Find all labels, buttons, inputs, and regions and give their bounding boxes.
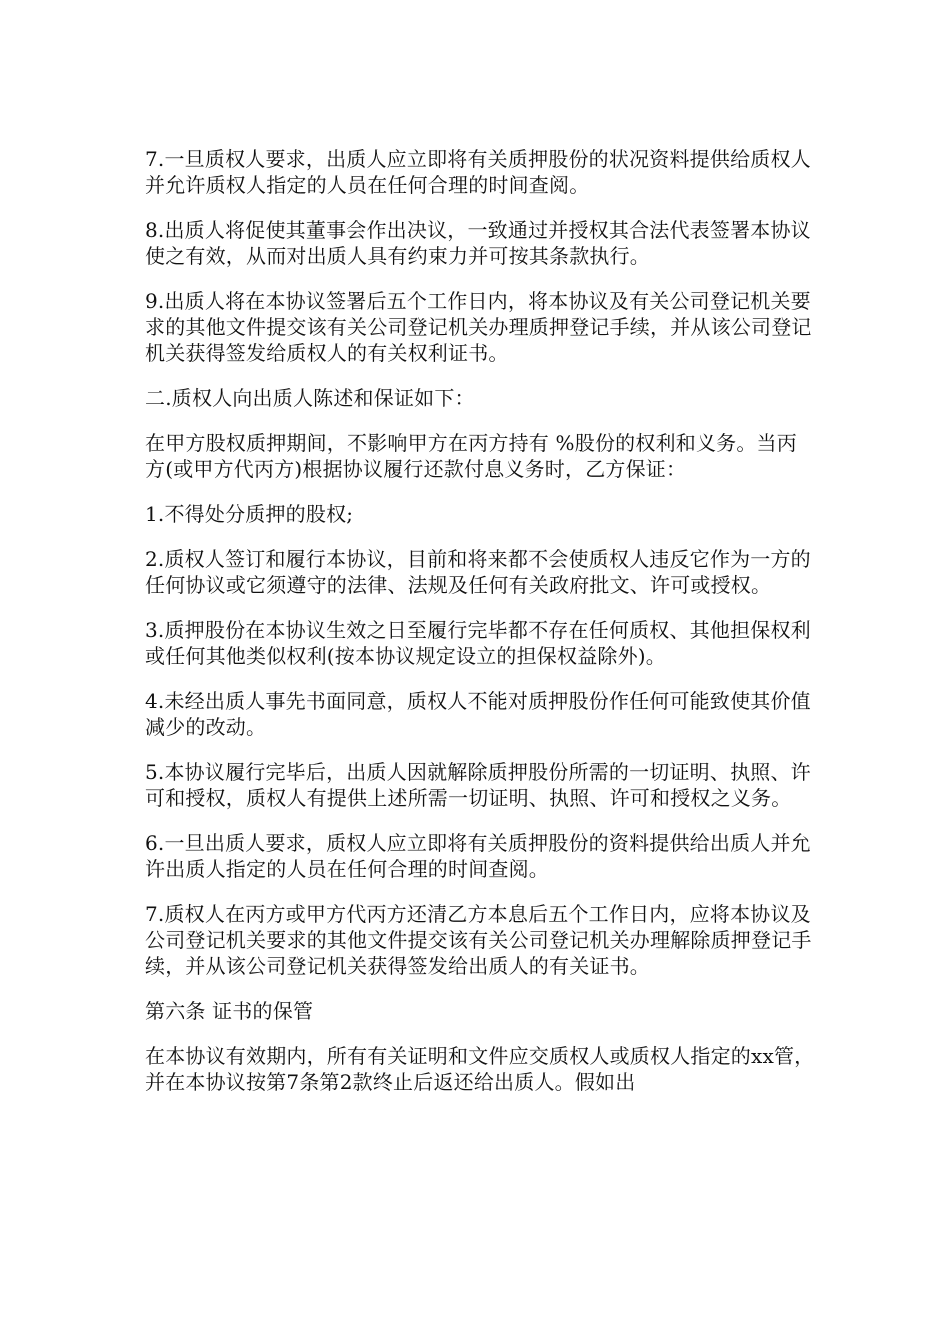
article-6-heading: 第六条 证书的保管 [145,999,314,1023]
clause-1-no-disposal: 1.不得处分质押的股权; [145,502,354,526]
section-pledgee-representations: 二.质权人向出质人陈述和保证如下： [145,386,475,410]
clause-2-no-violation: 2.质权人签订和履行本协议，目前和将来都不会使质权人违反它作为一方的任何协议或它须遵守的法律、法规及任何有关政府批文、许可或授权。 [145,547,811,597]
pledge-period-paragraph: 在甲方股权质押期间，不影响甲方在丙方持有 %股份的权利和义务。当丙方(或甲方代丙方)根据协议履行还款付息义务时，乙方保证： [145,431,797,481]
clause-5-release-documents: 5.本协议履行完毕后，出质人因就解除质押股份所需的一切证明、执照、许可和授权，质权人有提供上述所需一切证明、执照、许可和授权之义务。 [145,760,811,810]
clause-8-board-resolution: 8.出质人将促使其董事会作出决议，一致通过并授权其合法代表签署本协议使之有效，从而对出质人具有约束力并可按其条款执行。 [145,218,811,268]
clause-7-release-registration: 7.质权人在丙方或甲方代丙方还清乙方本息后五个工作日内，应将本协议及公司登记机关要求的其他文件提交该有关公司登记机关办理解除质押登记手续，并从该公司登记机关获得签发给出质人的有关证书。 [145,902,812,978]
clause-9-registration: 9.出质人将在本协议签署后五个工作日内，将本协议及有关公司登记机关要求的其他文件提交该有关公司登记机关办理质押登记手续，并从该公司登记机关获得签发给质权人的有关权利证书。 [145,289,812,365]
clause-3-no-other-rights: 3.质押股份在本协议生效之日至履行完毕都不存在任何质权、其他担保权利或任何其他类似权利(按本协议规定设立的担保权益除外)。 [145,618,811,668]
clause-6-pledgee-info: 6.一旦出质人要求，质权人应立即将有关质押股份的资料提供给出质人并允许出质人指定的人员在任何合理的时间查阅。 [145,831,811,881]
certificate-custody-paragraph: 在本协议有效期内，所有有关证明和文件应交质权人或质权人指定的xx管，并在本协议按第7条第2款终止后返还给出质人。假如出 [145,1044,815,1094]
document-body [145,146,815,1114]
clause-7-pledgor-info: 7.一旦质权人要求，出质人应立即将有关质押股份的状况资料提供给质权人并允许质权人指定的人员在任何合理的时间查阅。 [145,147,811,197]
clause-4-no-alteration: 4.未经出质人事先书面同意，质权人不能对质押股份作任何可能致使其价值减少的改动。 [145,689,811,739]
